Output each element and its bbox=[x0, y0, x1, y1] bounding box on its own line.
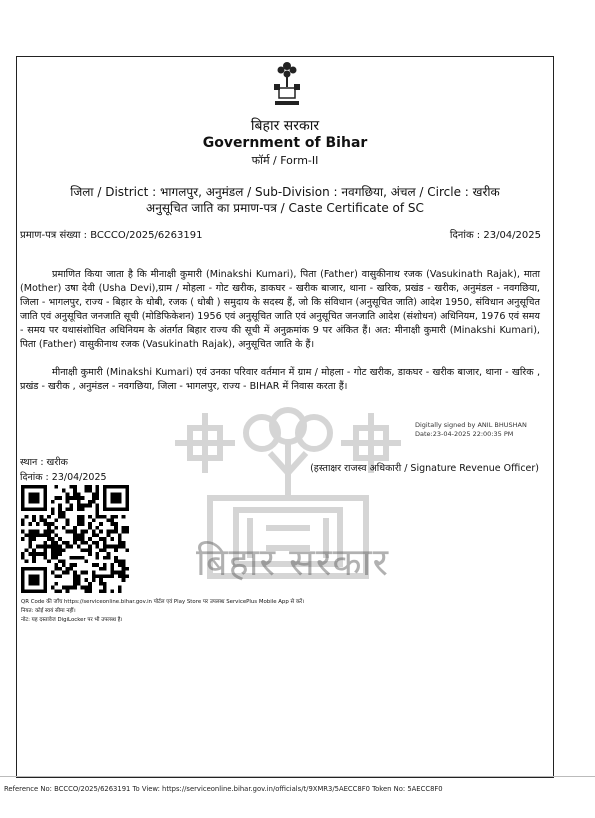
digital-signature-date: Date:23-04-2025 22:00:35 PM bbox=[415, 430, 514, 438]
form-label: फॉर्म / Form-II bbox=[251, 154, 319, 167]
location-line: जिला / District : भागलपुर, अनुमंडल / Sub-Division : नवगछिया, अंचल / Circle : खरीक bbox=[70, 185, 500, 199]
bihar-emblem-logo bbox=[271, 60, 303, 108]
notes bbox=[21, 598, 304, 625]
certificate-number: प्रमाण-पत्र संख्या : BCCCO/2025/6263191 bbox=[20, 230, 203, 241]
residence-paragraph: मीनाक्षी कुमारी (Minakshi Kumari) एवं उनका परिवार वर्तमान में ग्राम / मोहला - गोट खरीक, डाकघर - खरीक बाजार, थाना - खरिक , प्रखंड - खरीक , अनुमंडल - नवगछिया, जिला - भागलपुर, राज्य - BIHAR में निवास करता हैं। bbox=[20, 367, 540, 392]
validity-note: नियत: कोई स्वयं सीमा नहीं। bbox=[21, 608, 76, 614]
qr-verification-note: QR Code की जाँच https://serviceonline.bihar.gov.in पोर्टल एवं Play Store पर उपलब्ध ServicePlus Mobile App से करें। bbox=[21, 599, 305, 605]
english-title: Government of Bihar bbox=[202, 135, 368, 151]
certificate-type: अनुसूचित जाति का प्रमाण-पत्र / Caste Certificate of SC bbox=[146, 201, 424, 215]
signature-label: (हस्ताक्षर राजस्व अधिकारी / Signature Revenue Officer) bbox=[310, 463, 539, 474]
issue-place: स्थान : खरीक bbox=[20, 457, 68, 468]
digilocker-note: नोट: यह दस्तावेज DigiLocker पर भी उपलब्ध है। bbox=[21, 617, 123, 623]
qr-code[interactable] bbox=[21, 485, 129, 593]
digital-signature-name: Digitally signed by ANIL BHUSHAN bbox=[415, 421, 527, 429]
digital-signature bbox=[415, 421, 527, 439]
certificate-date: दिनांक : 23/04/2025 bbox=[449, 230, 541, 241]
footer-divider bbox=[0, 776, 595, 777]
watermark-text: बिहार सरकार bbox=[196, 540, 389, 584]
hindi-title: बिहार सरकार bbox=[250, 118, 320, 134]
footer-reference: Reference No: BCCCO/2025/6263191 To View: https://serviceonline.bihar.gov.in/officials/t/9XMR3/5AECC8F0 Token No: 5AECC8F0 bbox=[4, 785, 443, 793]
certification-paragraph: प्रमाणित किया जाता है कि मीनाक्षी कुमारी (Minakshi Kumari), पिता (Father) वासुकीनाथ रजक (Vasukinath Rajak), माता (Mother) उषा देवी (Usha Devi),ग्राम / मोहला - गोट खरीक, डाकघर - खरीक बाजार, थाना - खरिक, प्रखंड - खरीक, अनुमंडल - नवगछिया, जिला - भागलपुर, राज्य - बिहार के धोबी, रजक ( धोबी ) समुदाय के सदस्य हैं, जो कि संविधान (अनुसूचित जाति) आदेश 1950, संविधान अनुसूचित जाति एवं अनुसूचित जनजाति सूची (मोडिफिकेशन) 1956 एवं अनुसूचित जाति एवं अनुसूचित जनजाति आदेश (संशोधन) अधिनियम, 1976 एवं समय - समय पर यथासंशोधित अधिनियम के अंतर्गत बिहार राज्य की सूची में अनुक्रमांक 9 पर अंकित हैं। अत: मीनाक्षी कुमारी (Minakshi Kumari), पिता (Father) वासुकीनाथ रजक (Vasukinath Rajak), अनुसूचित जाति के हैं। bbox=[20, 269, 540, 350]
issue-date: दिनांक : 23/04/2025 bbox=[20, 472, 107, 483]
